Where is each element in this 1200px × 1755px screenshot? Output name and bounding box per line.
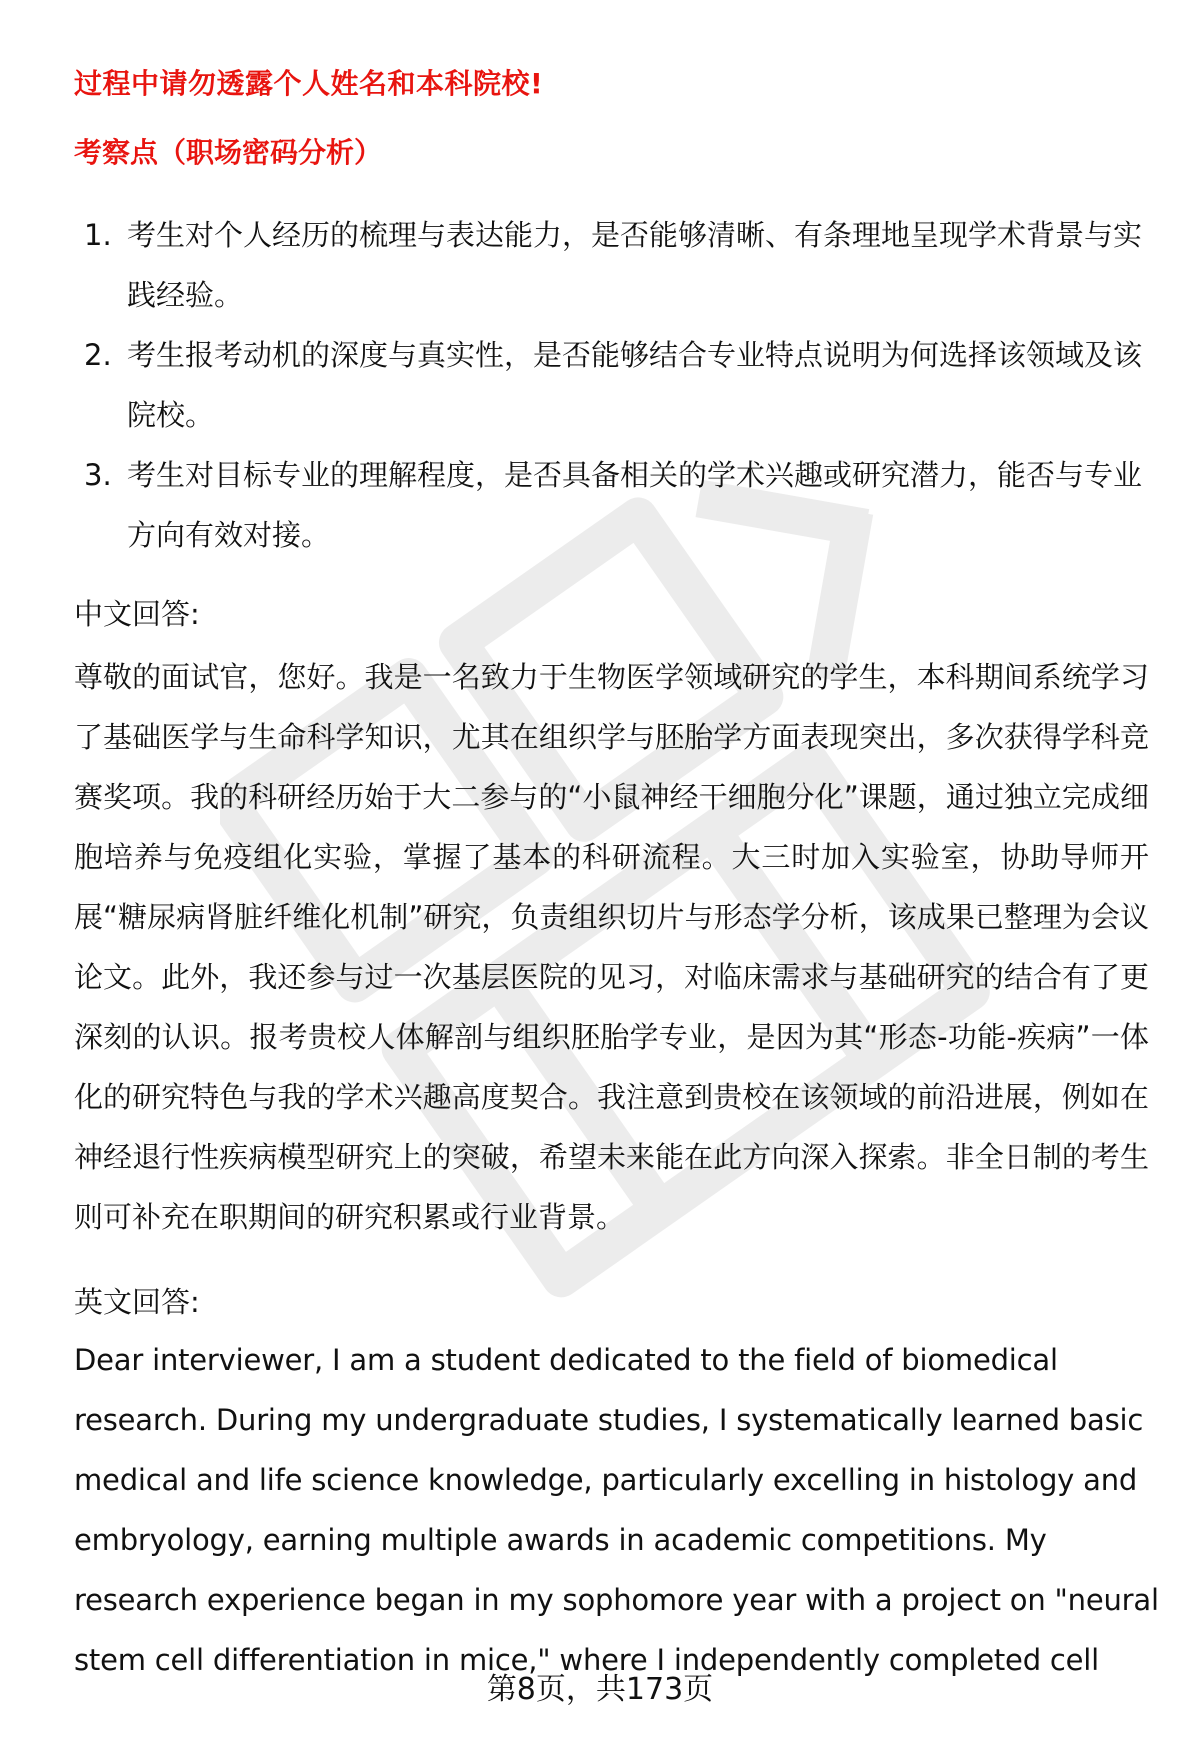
list-item-number: 1. bbox=[84, 218, 112, 252]
list-item bbox=[84, 325, 1144, 445]
list-item-text: 考生报考动机的深度与真实性，是否能够结合专业特点说明为何选择该领域及该院校。 bbox=[127, 338, 1143, 432]
list-item bbox=[84, 445, 1144, 565]
chinese-answer-text: 尊敬的面试官，您好。我是一名致力于生物医学领域研究的学生，本科期间系统学习了基础医学与生命科学知识，尤其在组织学与胚胎学方面表现突出，多次获得学科竞赛奖项。我的科研经历始于大二参与的“小鼠神经干细胞分化”课题，通过独立完成细胞培养与免疫组化实验，掌握了基本的科研流程。大三时加入实验室，协助导师开展“糖尿病肾脏纤维化机制”研究，负责组织切片与形态学分析，该成果已整理为会议论文。此外，我还参与过一次基层医院的见习，对临床需求与基础研究的结合有了更深刻的认识。报考贵校人体解剖与组织胚胎学专业，是因为其“形态-功能-疾病”一体化的研究特色与我的学术兴趣高度契合。我注意到贵校在该领域的前沿进展，例如在神经退行性疾病模型研究上的突破，希望未来能在此方向深入探索。非全日制的考生则可补充在职期间的研究积累或行业背景。 bbox=[74, 660, 1149, 1234]
english-answer-label: 英文回答: bbox=[74, 1285, 200, 1319]
list-item bbox=[84, 205, 1144, 325]
section-title: 考察点（职场密码分析） bbox=[74, 136, 383, 169]
page-number-footer: 第8页，共173页 bbox=[486, 1672, 714, 1707]
list-item-text: 考生对个人经历的梳理与表达能力，是否能够清晰、有条理地呈现学术背景与实践经验。 bbox=[127, 218, 1143, 312]
privacy-warning: 过程中请勿透露个人姓名和本科院校! bbox=[74, 67, 544, 100]
assessment-points-list bbox=[84, 205, 1144, 565]
english-answer-text: Dear interviewer, I am a student dedicated to the field of biomedical research. During my undergraduate studies, I systematically learned basic medical and life science knowledge, particularly excelling in histology and embryology, earning multiple awards in academic competitions. My research experience began in my sophomore year with a project on "neural stem cell differentiation in mice," where I independently completed cell bbox=[74, 1343, 1159, 1677]
list-item-text: 考生对目标专业的理解程度，是否具备相关的学术兴趣或研究潜力，能否与专业方向有效对接。 bbox=[127, 458, 1143, 552]
list-item-number: 3. bbox=[84, 458, 112, 492]
list-item-number: 2. bbox=[84, 338, 112, 372]
chinese-answer-label: 中文回答: bbox=[74, 597, 200, 631]
